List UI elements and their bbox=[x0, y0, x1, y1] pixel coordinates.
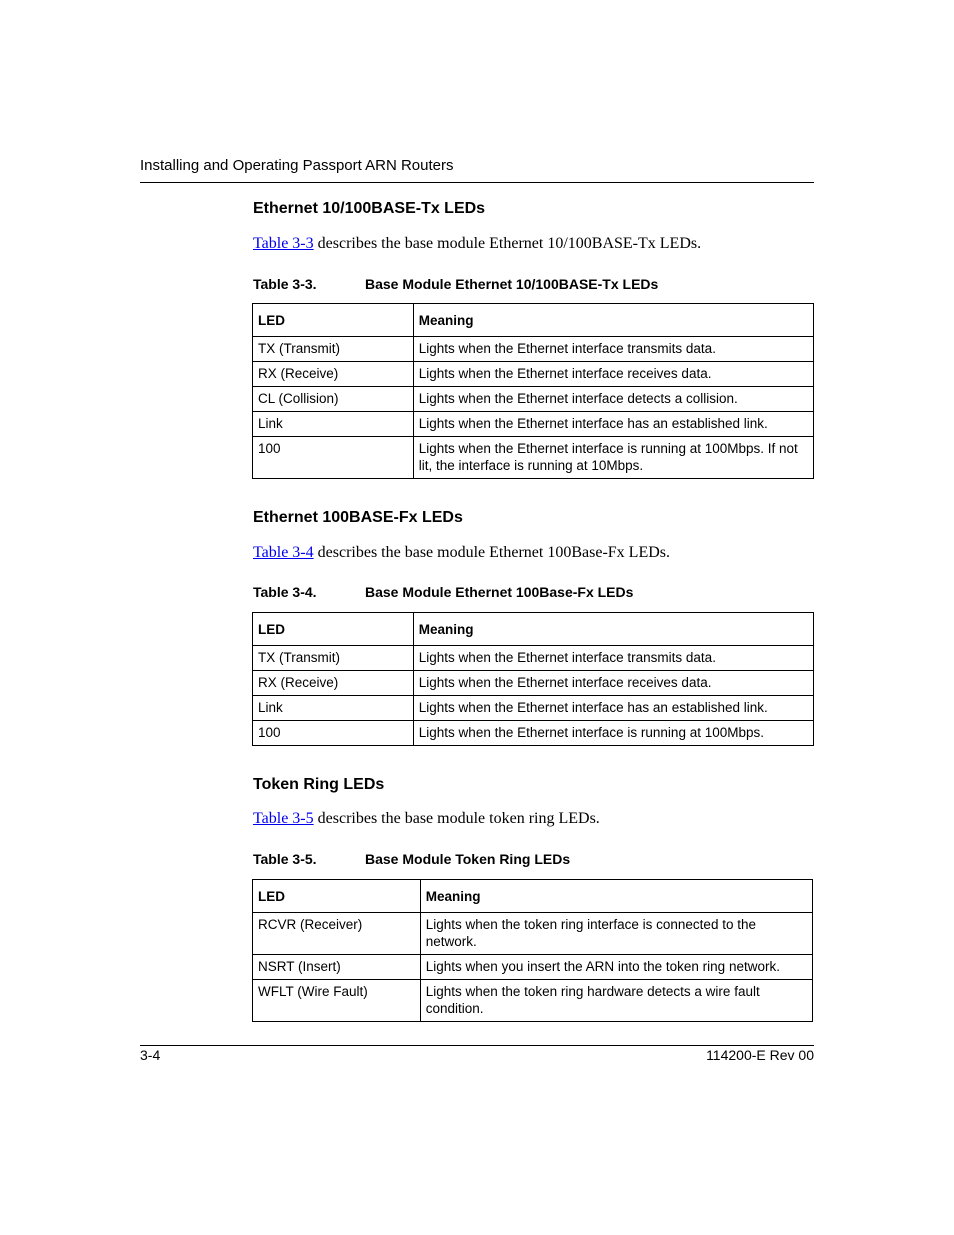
table-3-4 bbox=[252, 612, 814, 746]
table-caption-3-3 bbox=[253, 276, 658, 293]
section-intro-token-ring bbox=[253, 809, 600, 829]
led-cell: TX (Transmit) bbox=[253, 646, 414, 671]
section-intro-ethernet-tx bbox=[253, 234, 701, 254]
table-header-row bbox=[253, 880, 813, 913]
table-caption-3-4 bbox=[253, 584, 633, 601]
header-rule bbox=[140, 182, 814, 183]
table-3-3-link[interactable]: Table 3-3 bbox=[253, 235, 314, 252]
caption-title: Base Module Ethernet 100Base-Fx LEDs bbox=[365, 584, 634, 600]
led-cell: NSRT (Insert) bbox=[253, 955, 421, 980]
caption-number: Table 3-5. bbox=[253, 851, 317, 867]
col-header-led: LED bbox=[253, 880, 421, 913]
table-row bbox=[253, 387, 814, 412]
led-cell: WFLT (Wire Fault) bbox=[253, 980, 421, 1022]
intro-text: describes the base module token ring LEDs. bbox=[313, 810, 600, 827]
led-cell: Link bbox=[253, 412, 414, 437]
meaning-cell: Lights when the Ethernet interface is running at 100Mbps. bbox=[413, 721, 813, 746]
table-row bbox=[253, 362, 814, 387]
table-3-5 bbox=[252, 879, 813, 1022]
caption-title: Base Module Ethernet 10/100BASE-Tx LEDs bbox=[365, 276, 659, 292]
table-row bbox=[253, 337, 814, 362]
meaning-cell: Lights when the Ethernet interface is running at 100Mbps. If not lit, the interface is running at 10Mbps. bbox=[413, 437, 813, 479]
table-row bbox=[253, 412, 814, 437]
led-cell: TX (Transmit) bbox=[253, 337, 414, 362]
table-caption-3-5 bbox=[253, 851, 570, 868]
section-heading-ethernet-fx: Ethernet 100BASE-Fx LEDs bbox=[253, 509, 463, 526]
meaning-cell: Lights when the token ring hardware detects a wire fault condition. bbox=[420, 980, 812, 1022]
col-header-meaning: Meaning bbox=[413, 304, 813, 337]
table-row bbox=[253, 955, 813, 980]
meaning-cell: Lights when the Ethernet interface receives data. bbox=[413, 671, 813, 696]
page-number: 3-4 bbox=[140, 1047, 161, 1063]
intro-text: describes the base module Ethernet 100Base-Fx LEDs. bbox=[313, 544, 670, 561]
table-row bbox=[253, 913, 813, 955]
meaning-cell: Lights when the Ethernet interface has an established link. bbox=[413, 412, 813, 437]
table-header-row bbox=[253, 304, 814, 337]
table-row bbox=[253, 980, 813, 1022]
footer-rule bbox=[140, 1045, 814, 1046]
running-header: Installing and Operating Passport ARN Routers bbox=[140, 157, 454, 174]
meaning-cell: Lights when you insert the ARN into the token ring network. bbox=[420, 955, 812, 980]
caption-number: Table 3-4. bbox=[253, 584, 317, 600]
table-header-row bbox=[253, 613, 814, 646]
led-cell: RX (Receive) bbox=[253, 671, 414, 696]
meaning-cell: Lights when the Ethernet interface transmits data. bbox=[413, 337, 813, 362]
col-header-meaning: Meaning bbox=[413, 613, 813, 646]
led-cell: Link bbox=[253, 696, 414, 721]
section-heading-token-ring: Token Ring LEDs bbox=[253, 776, 385, 793]
table-row bbox=[253, 696, 814, 721]
col-header-led: LED bbox=[253, 613, 414, 646]
led-cell: 100 bbox=[253, 721, 414, 746]
table-3-3 bbox=[252, 303, 814, 479]
meaning-cell: Lights when the Ethernet interface detects a collision. bbox=[413, 387, 813, 412]
led-cell: CL (Collision) bbox=[253, 387, 414, 412]
col-header-meaning: Meaning bbox=[420, 880, 812, 913]
document-id: 114200-E Rev 00 bbox=[706, 1047, 814, 1063]
meaning-cell: Lights when the Ethernet interface receives data. bbox=[413, 362, 813, 387]
section-heading-ethernet-tx: Ethernet 10/100BASE-Tx LEDs bbox=[253, 200, 486, 217]
intro-text: describes the base module Ethernet 10/100BASE-Tx LEDs. bbox=[313, 235, 702, 252]
section-intro-ethernet-fx bbox=[253, 543, 670, 563]
meaning-cell: Lights when the Ethernet interface has an established link. bbox=[413, 696, 813, 721]
caption-number: Table 3-3. bbox=[253, 276, 317, 292]
table-3-4-link[interactable]: Table 3-4 bbox=[253, 544, 314, 561]
table-row bbox=[253, 646, 814, 671]
led-cell: RCVR (Receiver) bbox=[253, 913, 421, 955]
table-row bbox=[253, 437, 814, 479]
led-cell: RX (Receive) bbox=[253, 362, 414, 387]
table-3-5-link[interactable]: Table 3-5 bbox=[253, 810, 314, 827]
led-cell: 100 bbox=[253, 437, 414, 479]
meaning-cell: Lights when the token ring interface is connected to the network. bbox=[420, 913, 812, 955]
table-row bbox=[253, 671, 814, 696]
table-row bbox=[253, 721, 814, 746]
meaning-cell: Lights when the Ethernet interface transmits data. bbox=[413, 646, 813, 671]
col-header-led: LED bbox=[253, 304, 414, 337]
caption-title: Base Module Token Ring LEDs bbox=[365, 851, 571, 867]
